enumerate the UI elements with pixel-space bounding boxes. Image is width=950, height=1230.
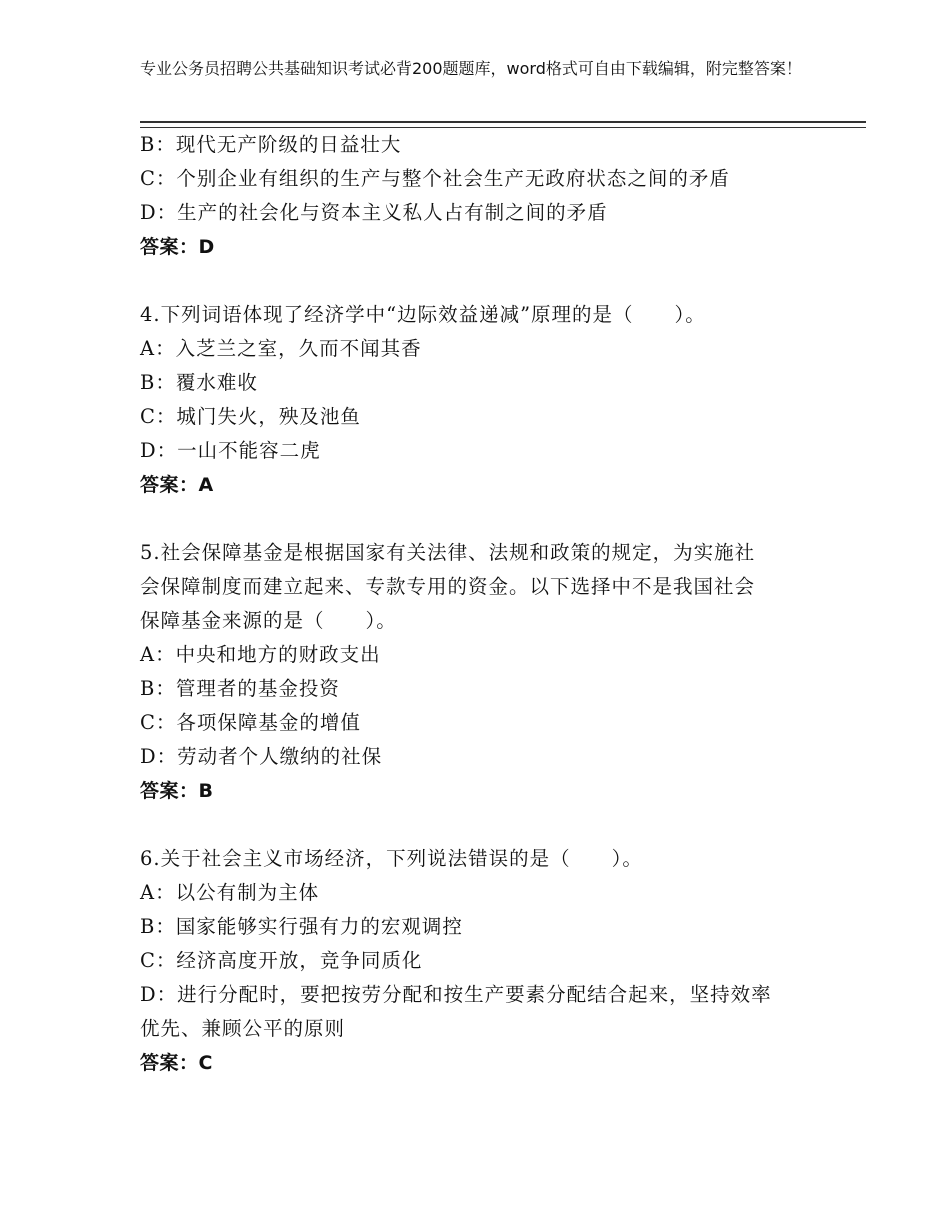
spacer (140, 264, 820, 298)
option-d: D：劳动者个人缴纳的社保 (140, 745, 383, 768)
answer: 答案：B (140, 780, 214, 802)
option-a: A：中央和地方的财政支出 (140, 643, 381, 666)
option-b: B：国家能够实行强有力的宏观调控 (140, 915, 463, 938)
option-c: C：各项保障基金的增值 (140, 711, 361, 734)
option-d: D：生产的社会化与资本主义私人占有制之间的矛盾 (140, 201, 608, 224)
header-rule (140, 121, 866, 128)
answer: 答案：D (140, 236, 215, 258)
question-stem: 4.下列词语体现了经济学中“边际效益递减”原理的是（ ）。 (140, 303, 706, 326)
question-stem-line: 5.社会保障基金是根据国家有关法律、法规和政策的规定，为实施社 (140, 541, 756, 564)
answer: 答案：C (140, 1052, 213, 1074)
page-header: 专业公务员招聘公共基础知识考试必背200题题库，word格式可自由下载编辑，附完整答案！ (140, 59, 802, 78)
question-stem-line: 会保障制度而建立起来、专款专用的资金。以下选择中不是我国社会 (140, 575, 756, 598)
option-d-line: 优先、兼顾公平的原则 (140, 1017, 346, 1040)
question-3-tail (140, 128, 820, 264)
question-5 (140, 536, 820, 808)
question-stem: 6.关于社会主义市场经济，下列说法错误的是（ ）。 (140, 847, 643, 870)
option-d-line: D：进行分配时，要把按劳分配和按生产要素分配结合起来，坚持效率 (140, 983, 772, 1006)
option-c: C：个别企业有组织的生产与整个社会生产无政府状态之间的矛盾 (140, 167, 730, 190)
spacer (140, 502, 820, 536)
option-b: B：管理者的基金投资 (140, 677, 340, 700)
question-6 (140, 842, 820, 1080)
option-c: C：经济高度开放，竞争同质化 (140, 949, 423, 972)
document-content (140, 128, 820, 1080)
spacer (140, 808, 820, 842)
option-c: C：城门失火，殃及池鱼 (140, 405, 361, 428)
question-stem-line: 保障基金来源的是（ ）。 (140, 609, 397, 632)
question-4 (140, 298, 820, 502)
option-a: A：以公有制为主体 (140, 881, 320, 904)
option-b: B：覆水难收 (140, 371, 258, 394)
option-a: A：入芝兰之室，久而不闻其香 (140, 337, 422, 360)
option-b: B：现代无产阶级的日益壮大 (140, 133, 402, 156)
answer: 答案：A (140, 474, 214, 496)
option-d: D：一山不能容二虎 (140, 439, 321, 462)
